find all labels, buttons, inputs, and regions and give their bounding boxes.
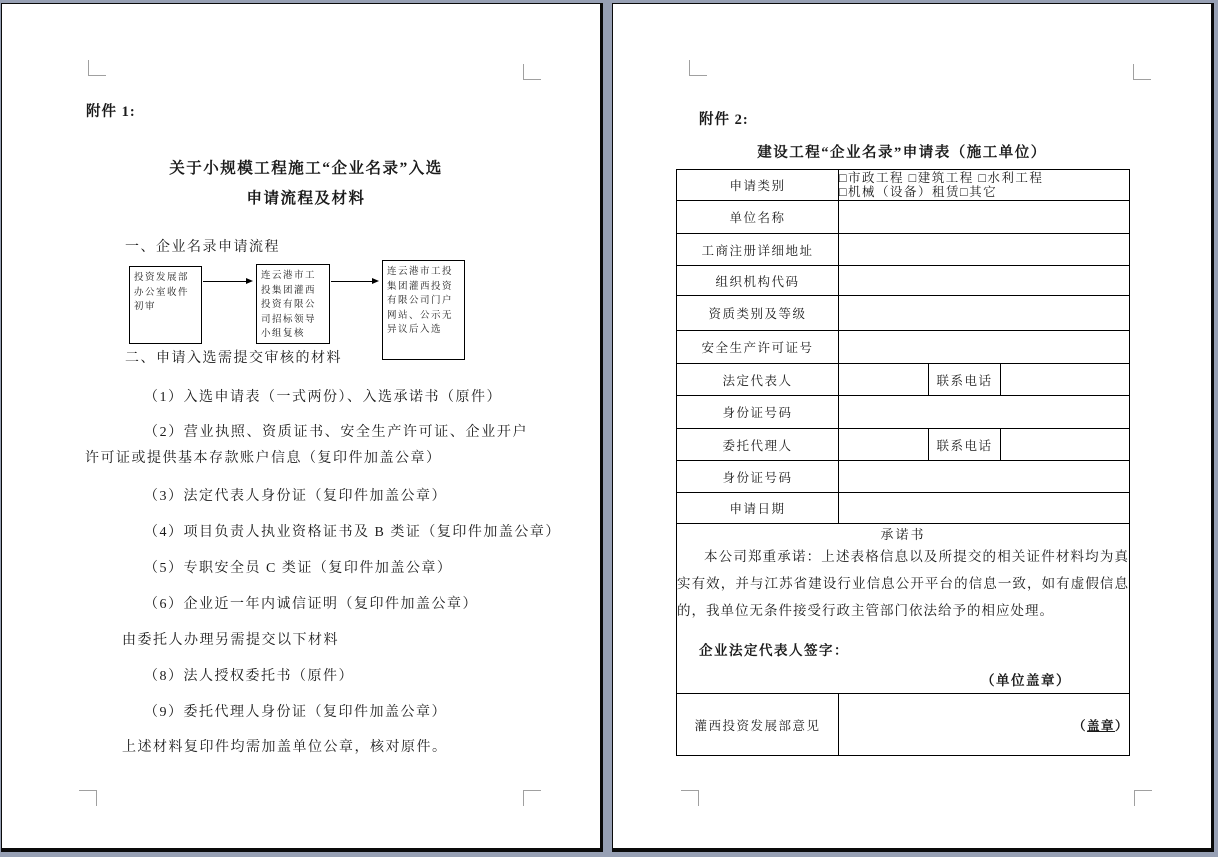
- table-row: [677, 461, 1130, 493]
- category-checkbox-cell: [839, 170, 1130, 201]
- margin-corner-mark: [79, 790, 97, 806]
- table-row: [677, 493, 1130, 524]
- row-label-company-name: 单位名称: [677, 201, 839, 234]
- attachment-1-label: 附件 1:: [86, 104, 136, 120]
- legal-rep-value-cell: [839, 364, 929, 396]
- margin-corner-mark: [689, 60, 707, 76]
- org-code-value-cell: [839, 266, 1130, 296]
- material-item-1: （1）入选申请表（一式两份）、入选承诺书（原件）: [144, 390, 502, 405]
- page1-title-line-1: 关于小规模工程施工“企业名录”入选: [169, 160, 443, 177]
- document-page-1: [1, 3, 603, 852]
- seal-paren-open: （: [1072, 718, 1087, 733]
- legal-rep-signature-label: 企业法定代表人签字：: [699, 643, 849, 658]
- table-row: [677, 429, 1130, 461]
- application-form-table: [676, 169, 1130, 756]
- table-row: [677, 234, 1130, 266]
- material-item-9: （9）委托代理人身份证（复印件加盖公章）: [144, 705, 447, 720]
- table-row: [677, 694, 1130, 756]
- attachment-2-label: 附件 2:: [699, 112, 749, 128]
- material-item-5: （5）专职安全员 C 类证（复印件加盖公章）: [144, 561, 453, 576]
- company-name-value-cell: [839, 201, 1130, 234]
- margin-corner-mark: [88, 60, 106, 76]
- section-1-heading: 一、企业名录申请流程: [125, 240, 280, 255]
- qualification-value-cell: [839, 296, 1130, 331]
- margin-corner-mark: [1133, 64, 1151, 80]
- document-page-2: [612, 3, 1214, 852]
- company-seal-label: （单位盖章）: [981, 673, 1071, 688]
- safety-license-value-cell: [839, 331, 1130, 364]
- material-item-8: （8）法人授权委托书（原件）: [144, 669, 354, 684]
- table-row: [677, 296, 1130, 331]
- promise-letter-cell: [677, 524, 1130, 694]
- material-note-agent: 由委托人办理另需提交以下材料: [122, 633, 339, 648]
- flowchart-box-publicity: 连云港市工投集团灌西投资有限公司门户网站、公示无异议后入选: [382, 260, 465, 360]
- row-label-legal-rep: 法定代表人: [677, 364, 839, 396]
- page1-title-line-2: 申请流程及材料: [246, 190, 366, 207]
- form-title: 建设工程“企业名录”申请表（施工单位）: [757, 145, 1047, 161]
- margin-corner-mark: [681, 790, 699, 806]
- row-label-agent-id: 身份证号码: [677, 461, 839, 493]
- material-closing-note: 上述材料复印件均需加盖单位公章，核对原件。: [122, 740, 448, 755]
- table-row: [677, 396, 1130, 429]
- flow-arrow-icon: [203, 281, 249, 282]
- margin-corner-mark: [1134, 790, 1152, 806]
- table-row: [677, 201, 1130, 234]
- seal-text: 盖章: [1086, 718, 1115, 733]
- row-label-legal-rep-id: 身份证号码: [677, 396, 839, 429]
- material-item-4: （4）项目负责人执业资格证书及 B 类证（复印件加盖公章）: [144, 525, 561, 540]
- row-label-safety-license: 安全生产许可证号: [677, 331, 839, 364]
- material-item-2: （2）营业执照、资质证书、安全生产许可证、企业开户许可证或提供基本存款账户信息（复印件加盖公章）: [85, 425, 528, 466]
- flowchart-box-initial-review: 投资发展部办公室收件初审: [129, 266, 202, 344]
- registered-address-value-cell: [839, 234, 1130, 266]
- category-options-line-1: □市政工程 □建筑工程 □水利工程: [839, 171, 1044, 185]
- table-row: [677, 364, 1130, 396]
- table-row: [677, 266, 1130, 296]
- row-label-agent: 委托代理人: [677, 429, 839, 461]
- legal-rep-phone-value-cell: [1001, 364, 1130, 396]
- flowchart-box-recheck: 连云港市工投集团灌西投资有限公司招标领导小组复核: [256, 264, 330, 344]
- agent-id-value-cell: [839, 461, 1130, 493]
- margin-corner-mark: [523, 64, 541, 80]
- agent-phone-value-cell: [1001, 429, 1130, 461]
- table-row: [677, 524, 1130, 694]
- row-label-agent-phone: 联系电话: [929, 429, 1001, 461]
- row-label-application-date: 申请日期: [677, 493, 839, 524]
- row-label-qualification: 资质类别及等级: [677, 296, 839, 331]
- department-opinion-seal-cell: [839, 694, 1130, 756]
- category-options-line-2: □机械（设备）租赁□其它: [839, 185, 998, 199]
- legal-rep-id-value-cell: [839, 396, 1130, 429]
- table-row: [677, 170, 1130, 201]
- row-label-registered-address: 工商注册详细地址: [677, 234, 839, 266]
- application-date-value-cell: [839, 493, 1130, 524]
- margin-corner-mark: [523, 790, 541, 806]
- row-label-category: 申请类别: [677, 170, 839, 201]
- row-label-legal-rep-phone: 联系电话: [929, 364, 1001, 396]
- seal-paren-close: ）: [1114, 718, 1129, 733]
- material-item-3: （3）法定代表人身份证（复印件加盖公章）: [144, 489, 447, 504]
- flow-arrow-icon: [331, 281, 375, 282]
- table-row: [677, 331, 1130, 364]
- section-2-heading: 二、申请入选需提交审核的材料: [125, 351, 342, 366]
- row-label-department-opinion: 灌西投资发展部意见: [677, 694, 839, 756]
- material-item-6: （6）企业近一年内诚信证明（复印件加盖公章）: [144, 597, 478, 612]
- promise-letter-body: 本公司郑重承诺：上述表格信息以及所提交的相关证件材料均为真实有效，并与江苏省建设行业信息公开平台的信息一致，如有虚假信息的，我单位无条件接受行政主管部门依法给予的相应处理。: [677, 549, 1129, 618]
- row-label-org-code: 组织机构代码: [677, 266, 839, 296]
- agent-value-cell: [839, 429, 929, 461]
- promise-letter-title: 承诺书: [880, 527, 926, 542]
